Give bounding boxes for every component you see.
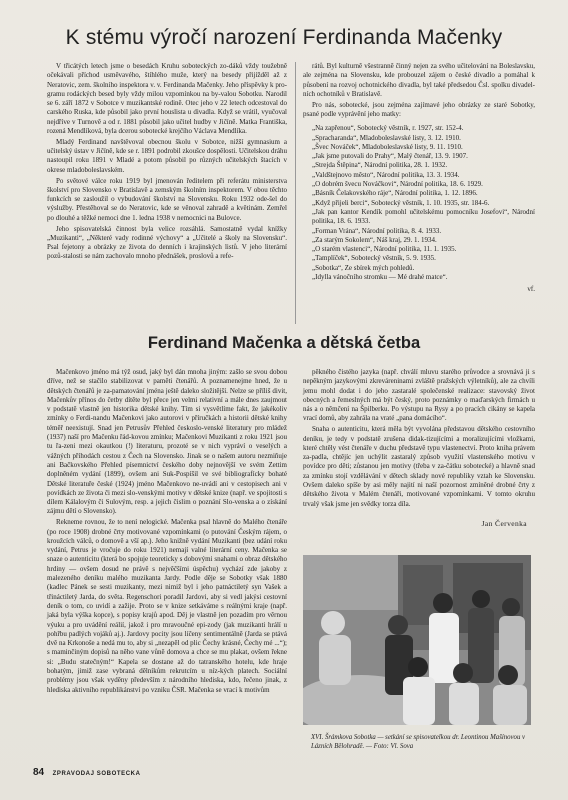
page-footer [33, 762, 141, 780]
works-list-item: „Strejda Štěpina“, Národní politika, 28. 1. 1932. [312, 161, 448, 170]
works-list-item: „Jak jsme putovali do Prahy“, Malý čtenář, 13. 9. 1907. [312, 152, 468, 161]
author-initials: vf. [527, 285, 535, 294]
paragraph: Pro nás, sobotecké, jsou zejména zajímavé jeho obrázky ze staré Sobotky, psané podle vyprávění jeho matky: [303, 100, 535, 118]
works-list-item: „Idylla vánočního stromku — Mé drahé matce“. [312, 273, 448, 282]
works-list-item: „Švec Nováček“, Mladoboleslavské listy, 9. 11. 1910. [312, 142, 463, 151]
paragraph: Rekneme rovnou, že to není nelogické. Mačenka psal hlavně do Malého čtenáře (po roce 1908) drobné črty motivované vzpomínkami (o putování Českým rájem, o kroužcích válců, o domově a vší ap.). Jeho knižně vydání Muzikanti (bez udání roku vydání, Petrus je vročuje do roku 1921) nemají valné literární ceny. Mačenka se snaze o autenticitu (která bo spojuje teoreticky s dobovými snahami o obraz dětského hrdiny — ovšem dosud ne právě s nejvěčšími úspěchu) vychází zde jakoby z malezeného deníku malého muzikanta Jardy. Podle děje se Sobotky však 1880 (kadlec Pánek se sesti muzikanty, mezi nimiž byl i jeho patnáctiletý syn Vašek a třináctiletý Jarda, do světa. Regenschori poradil Jardovi, aby si vedl jakýsi cestovní deník o tom, co uvidí a zažije. Proto se v knize setkáváme s reálnými kraje (např. jaká byla výška kopce), s popisy krajů apod. Děj je vlastně jen pozadím pro věrnou výuku a pro uvádění reálií, jakož i pro mravoučné epi-zody (jak muzikanti hrálí u pohřbu padlých vojáků aj.). Jardovy pocity jsou líčeny sentimentálně (Jarda se ptává dvě na Krkonoše a nedá mu to, aby si „nezapěl od plic Čechy krásné, Čechy mé ...“); s maminčiným dopisů na něho vane vůně domova a chce se mu plakat, ovšem řekne si: „Budu statečným!“ Kapela se dostane až do tatranského hotelu, kde hraje bohatým, jimiž zase vybraná dělníkům rekrutcím u níz-kých platech. Sociální problémy jsou však vyděny především z národního hlediska, kdo, řečeno jinak, z hlediska aktivního republikánství po vzniku ČSR. Mačenka se vrací k motivům [47, 518, 287, 694]
works-list-item: „Jak pan kantor Kendík pomohl učitelskému pomocníku Josefovi“, Národní politika, 18. 6. 1933. [312, 207, 535, 226]
works-list-item: „Když přijeli berci“, Sobotecký věstník, 1. 10. 1935, str. 184-6. [312, 198, 490, 207]
works-list [303, 124, 535, 282]
paragraph: Jeho spisovatelská činnost byla velice rozsáhlá. Samostatně vydal knížky „Muzikanti“, „Některé vady rodinné výchovy“ a „Učitelé a školy na Slovensku“. Psal fejetony a obrázky ze života do denních i krajinských listů. V jeho literární pozů-stalosti se nám zachovalo mnoho přednášek, proslovů a refe- [47, 224, 287, 261]
works-list-item: „Spracharanda“, Mladoboleslavské listy, 3. 12. 1910. [312, 133, 461, 142]
article-column-1 [47, 62, 287, 262]
works-list-item: „Valdštejnovo město“, Národní politika, 13. 3. 1934. [312, 170, 460, 179]
paragraph: Mačenkovo jméno má týž osud, jaký byl dán mnoha jiným: zašlo se svou dobou dříve, než se stačilo stabilizovat v paměti čtenářů. A poznamenejme hned, že u dětských čtenářů je za-pamatování jména ještě daleko složitější. Nelze se příliš divit, Mačenkův přínos do četby dítěte byl přece jen velmi relativní a mále dnes zaujmout v podstatě vlastně jen historika dětské knihy. Tím si vysvětlíme fakt, že jakékoliv zmínky o Ferdi-nandu Mačenkovi jako autorovi v příručkách a historii dětské knihy téměř neexistují. Snad jen Petrusův Přehled českoslo-venské literatury pro mládež (1937) naší pro Mačenku řád-kovou zmínku; Mačenkovi Muzikanti z roku 1921 jsou tu řa-zeni mezi okautkou (!) literaturu, prozoté se v nich vypráví o veselých a vážných příhodách cestou z Čech na Slovensko. Jinak se o našem autoru nezmiňuje ani Bačkovského Přehled písemnictví českého doby nejnovější ve svém Zettim doplněném vydání (1899), ovšem ani Suk-Pospíšil ve své bibliografícky bohaté Dětské literatuře české (1924) jméno Mačenkovo ne-uvádí ani v cestopisech ani v povídkách ze života či mezi slo-venskými motivy v dětské knize (např. ve spojitosti s dílem Kálalovým či Sulovým, resp. a jejich čislim o poznání Slo-venska a o získání zájmu dětí o Slovensko). [47, 368, 287, 516]
article-column-2 [303, 62, 535, 295]
column-divider [295, 62, 296, 324]
paragraph: pěkného čistého jazyka (např. chválí mluvu starého průvodce a srovnává ji s nepěkným jazykovými zkreváreninami zvláště pražských výletníků), ale za chvíli jemu mohl dodat i do jeho zastaralé společenské realizace: stavovský život obecných a řemeslných má být český, proto poznámky o maďarských firmách u nás a o němčení na Špilberku. Po výstupu na Rysy a po pracích cikány se kapela vrací domů, aby zahrála na vraté „pana domácího“. [303, 368, 535, 423]
works-list-item: „Tamplíček“, Sobotecký věstník, 5. 9. 1935. [312, 254, 436, 263]
works-list-item: „Forman Vrána“, Národní politika, 8. 4. 1933. [312, 226, 442, 235]
works-list-item: „Sobotka“, Ze sbírek mých pohledů. [312, 263, 415, 272]
article-title-reading: Ferdinand Mačenka a dětská četba [147, 334, 421, 352]
paragraph: Mladý Ferdinand navštěvoval obecnou školu v Sobotce, nižší gymnasium a učitelský ústav v Jičíně, kde se r. 1891 podrobil zkoušce dospělosti. Učitelskou dráhu nastoupil roku 1891 v Mladé a potom působil po různých učitelských štacích v okrese mladoboleslavském. [47, 137, 287, 174]
event-photo [303, 555, 531, 725]
page-number: 84 [33, 767, 45, 778]
article-title-centenary: K stému výročí narození Ferdinanda Mačenky [65, 26, 503, 49]
paragraph: V třicátých letech jsme o besedách Kruhu soboteckých zo-dáků vždy toužebně očekávali příchod usměvavého, štíhlého muže, který na besedy přijížděl až z Neratovic, zem. školního inspektora v. v. Ferdinanda Mačenky. Jeho příspěvky k pro-gramu rodáckých besed byly vždy milou vzpomínkou na by-valou Sobotku. Narodil se 6. září 1872 v Sobotce v muzikantské rodině. Otec jeho v 22 letech odcestoval do carského Ruska, kde působil jako první houslista u divadla. Když se vrátil, vyučoval nejdříve v Turnově a od r. 1881 působil jako učitel hudby v Jičíně. Matka Františka, rozená Mendlíková, byla dcerou sobotecké krejčího Václava Mendlíka. [47, 62, 287, 136]
article-column-3 [47, 368, 287, 695]
article-column-4 [303, 368, 535, 528]
works-list-item: „Na zapřenou“, Sobotecký věstník, r. 1927, str. 152-4. [312, 124, 464, 133]
photo-caption: XVI. Šrámkova Sobotka — setkání se spisovatelkou dr. Leontinou Mašínovou v Lázních Bělohradě. — Foto: Vl. Sova [311, 734, 526, 750]
paragraph: Po světové válce roku 1919 byl jmenován ředitelem při referátu ministerstva školství pro Slovensko v Bratislavě a zemským školním inspektorem. V obou těchto funkcích se zasloužil o vybudování školství na Slovensku. Roku 1932 ode-šel do výslužby. Přestěhoval se do Neratovic, kde se věnoval zahradě a květinám. Zemřel po dlouhé a těžké nemoci dne 1. ledna 1938 v nemocnici na Bulovce. [47, 176, 287, 222]
works-list-item: „Básník Čelakovského ráje“, Národní politika, 1. 12. 1896. [312, 189, 478, 198]
paragraph: rátů. Byl kulturně všestranně činný nejen za svého učitelování na Boleslavsku, ale zejména na Slovensku, kde probouzel zájem o české divadlo a pomáhal k působení na rozvoj ochotnického divadla, byl také předsedou Čsl. spolku divadel-ních ochotníků v Bratislavě. [303, 62, 535, 98]
works-list-item: „O starém vlastenci“, Národní politika, 11. 1. 1935. [312, 245, 457, 254]
paragraph: Snaha o autenticitu, která měla být vyvolána představou dětského cestovního deníku, je tedy v podstatě zrušena didak-tizujícími a moralizujícími vložkami, které chtěly vést čtenáře v duchu představě typu vlastenectví. Proto kniha právem za-padla, chtějíc jen uchýlit zastaralý způsob využití vlastenského motivu v povídce pro děti; zůstanou jen motivy (třeba v za-čátku sobotecké) a hlavně snad za zmínku stojí vzdělávání v dětech sklady nové republiky vztah ke Slovensku. Ovšem daleko spíše by asi měly najití ni naší pozornost zmíněné drobné črty z dětského života v Malém čtenáři, motivované vzpomínkami. V tomto okruhu trvalý však jsme jen svědky torza díla. [303, 425, 535, 508]
author-signature: Jan Červenka [481, 518, 527, 528]
works-list-item: „Za starým Sokolem“, Náš kraj, 29. 1. 1934. [312, 235, 437, 244]
works-list-item: „O dobrém švecu Nováčkovi“, Národní politika, 18. 6. 1929. [312, 180, 483, 189]
magazine-masthead: ZPRAVODAJ SOBOTECKA [52, 771, 141, 777]
